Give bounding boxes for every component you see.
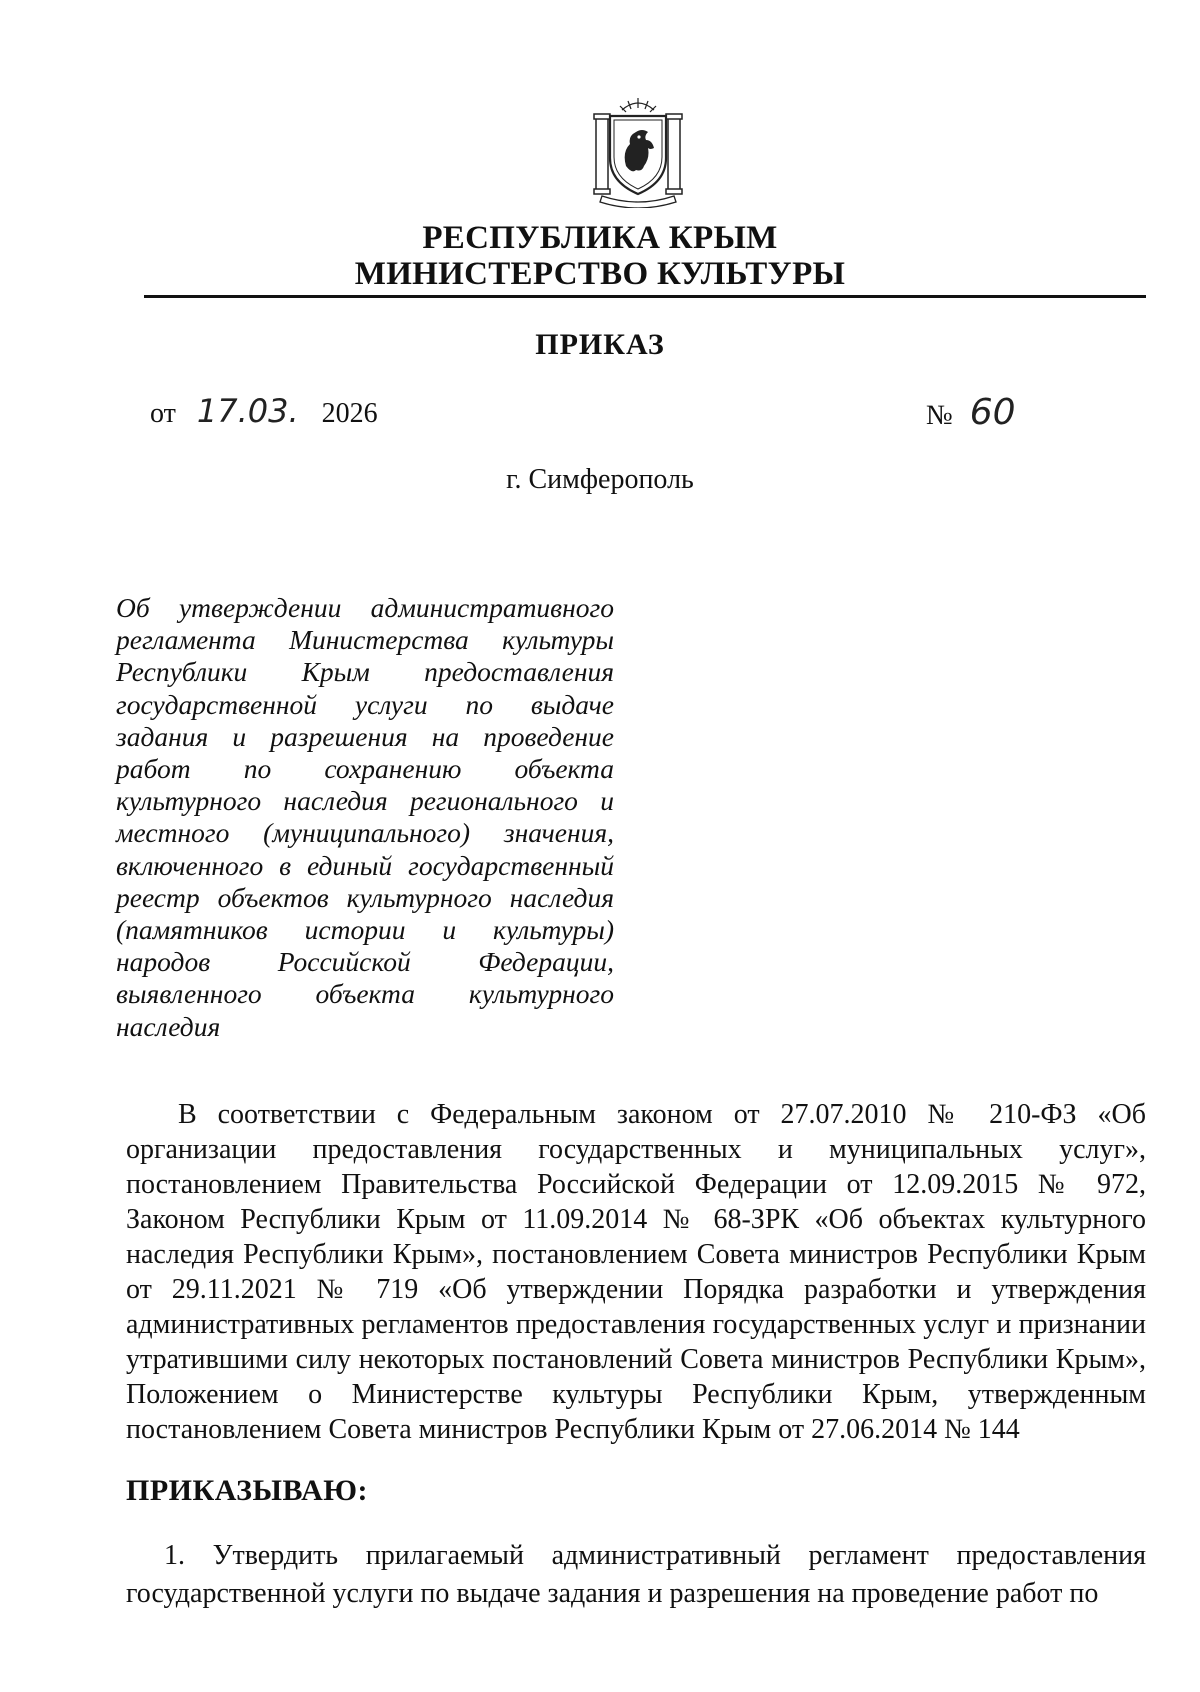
number-handwritten: 60 — [969, 392, 1016, 433]
document-number — [926, 392, 1016, 433]
date-year: 2026 — [321, 398, 378, 429]
document-type-title: ПРИКАЗ — [535, 328, 665, 361]
org-name-republic: РЕСПУБЛИКА КРЫМ — [422, 220, 778, 256]
document-subject: Об утверждении административного регламента Министерства культуры Республики Крым предоставления государственной услуги по выдаче задания и разрешения на проведение работ по сохранению объекта культурного наследия регионального и местного (муниципального) значения, включенного в единый государственный реестр объектов культурного наследия (памятников истории и культуры) народов Российской Федерации, выявленного объекта культурного наследия — [116, 592, 614, 1042]
header-divider — [144, 295, 1146, 298]
number-label: № — [926, 400, 953, 431]
order-heading: ПРИКАЗЫВАЮ: — [126, 1474, 369, 1507]
document-date — [150, 392, 378, 430]
date-handwritten: 17.03. — [196, 392, 299, 430]
date-label: от — [150, 398, 176, 429]
city-line: г. Симферополь — [506, 464, 694, 495]
org-name-ministry: МИНИСТЕРСТВО КУЛЬТУРЫ — [354, 256, 846, 292]
preamble-paragraph: В соответствии с Федеральным законом от 27.07.2010 № 210-ФЗ «Об организации предоставления государственных и муниципальных услуг», постановлением Правительства Российской Федерации от 12.09.2015 № 972, Законом Республики Крым от 11.09.2014 № 68-ЗРК «Об объектах культурного наследия Республики Крым», постановлением Совета министров Республики Крым от 29.11.2021 № 719 «Об утверждении Порядка разработки и утверждения административных регламентов предоставления государственных услуг и признании утратившими силу некоторых постановлений Совета министров Республики Крым», Положением о Министерстве культуры Республики Крым, утвержденным постановлением Совета министров Республики Крым от 27.06.2014 № 144 — [126, 1099, 1146, 1445]
order-item-1: 1. Утвердить прилагаемый административный регламент предоставления государственной услуги по выдаче задания и разрешения на проведение работ по — [126, 1540, 1146, 1609]
crimea-coat-of-arms-icon — [592, 96, 684, 208]
